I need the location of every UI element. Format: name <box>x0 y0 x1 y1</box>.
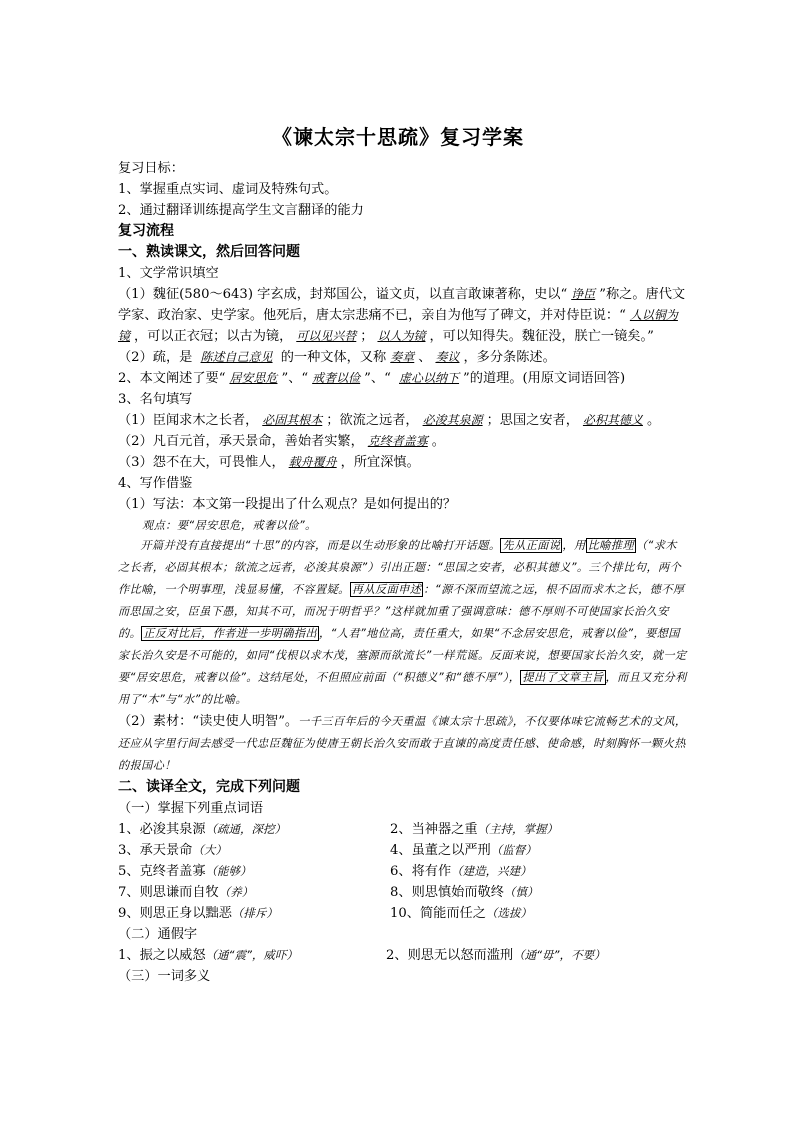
flow-heading: 复习流程 <box>118 223 174 239</box>
sub-heading-4: 4、写作借鉴 <box>118 476 193 491</box>
answer-text: 诤臣 <box>571 287 596 301</box>
quote-2: （2）凡百元首，承天景命，善始者实繁， 克终者盖寡 。 <box>118 434 445 449</box>
answer-text: 载舟覆舟 <box>288 455 337 469</box>
answer-text: 居安思危 <box>229 371 278 385</box>
quote-3: （3）怨不在大，可畏惟人， 载舟覆舟 ，所宜深慎。 <box>118 455 420 470</box>
sub-heading-3: 3、名句填写 <box>118 392 193 407</box>
answer-text: 奏议 <box>435 350 460 364</box>
document-title: 《谏太宗十思疏》复习学案 <box>272 125 524 149</box>
answer-text: 必浚其泉源 <box>422 413 483 427</box>
analysis-paragraph: 开篇并没有直接提出“十思”的内容，而是以生动形象的比喻打开话题。 先从正面说 ，用 比喻推理 （“求木之长者，必固其根本；欲流之远者，必浚其泉源”）引出正题：“思国之安者，必积其德义”。三个排比句，两个作比喻，一个明事理，浅显易懂，不容置疑。 再从反面申述 ：“源不深而望流之远，根不固而求木之长，德不厚而思国之安，臣虽下愚，知其不可，而况于明哲乎？”这样就加重了强调意味：德不厚则不可使国家长治久安的。 正反对比后，作者进一步明确指出 ，“人君”地位高，责任重大，如果“不念居安思危，戒奢以俭”，要想国家长治久安是不可能的，如同“伐根以求木茂，塞源而欲流长”一样荒诞。反面来说，想要国家长治久安，就一定要“居安思危，戒奢以俭”。这结尾处，不但照应前面（“积德义”和“德不厚”）， 提出了文章主旨 ，而且又充分利用了“木”与“水”的比喻。 <box>118 539 687 706</box>
sub-heading: 1、文学常识填空 <box>118 266 219 281</box>
answer-text: 戒奢以俭 <box>312 371 361 385</box>
viewpoint-note: 观点：要“居安思危，戒奢以俭”。 <box>142 519 317 532</box>
boxed-phrase: 比喻推理 <box>587 539 634 552</box>
sub-heading-2: 2、本文阐述了要“ 居安思危 ”、“ 戒奢以俭 ”、“ 虚心以纳下 ”的道理。(用原文词语回答) <box>118 371 626 386</box>
writing-question: （1）写法：本文第一段提出了什么观点？是如何提出的？ <box>118 497 457 512</box>
part1-heading: 一、熟读课文，然后回答问题 <box>118 244 300 260</box>
goal-item: 2、通过翻译训练提高学生文言翻译的能力 <box>118 203 364 218</box>
tongjia-row: 1、振之以威怒（通“震”，威吓） 2、则思无以怒而滥刑（通“毋”，不要） <box>118 948 606 963</box>
keyword-row: 5、克终者盖寡（能够） 6、将有作（建造，兴建） <box>118 864 532 879</box>
answer-text: 陈述自己意见 <box>200 350 273 364</box>
keywords-list <box>118 819 688 924</box>
boxed-phrase: 提出了文章主旨 <box>522 671 604 684</box>
keyword-row: 3、承天景命（大） 4、虽董之以严刑（监督） <box>118 843 537 858</box>
boxed-phrase: 正反对比后，作者进一步明确指出 <box>143 627 318 640</box>
keyword-row: 9、则思正身以黜恶（排斥） 10、简能而任之（选拔） <box>118 906 532 921</box>
keyword-row: 1、必浚其泉源（疏通，深挖） 2、当神器之重（主持，掌握） <box>118 822 559 837</box>
material-paragraph: （2）素材：“读史使人明智”。一千三百年后的今天重温《谏太宗十思疏》，不仅要体味它流畅艺术的文风，还应从字里行间去感受一代忠臣魏征为使唐王朝长治久安而敢于直谏的高度责任感、使命感，时刻胸怀一颗火热的报国心！ <box>118 714 687 772</box>
answer-text: 可以见兴替 <box>296 329 357 343</box>
keyword-row: 7、则思谦而自牧（养） 8、则思慎始而敬终（慎） <box>118 885 539 900</box>
part2-heading: 二、读译全文，完成下列问题 <box>118 779 300 795</box>
boxed-phrase: 先从正面说 <box>502 539 561 552</box>
answer-text: 虚心以纳下 <box>399 371 460 385</box>
question-1: （1）魏征(580～643) 字玄成，封郑国公，谥文贞，以直言敢谏著称，史以“ 诤臣 ”称之。唐代文学家、政治家、史学家。他死后，唐太宗悲痛不已，亲自为他写了碑文，并对侍臣说：“ 人以铜为镜 ，可以正衣冠；以古为镜， 可以见兴替 ； 以人为镜 ，可以知得失。魏征没，朕亡一镜矣。” <box>118 287 686 344</box>
goal-item: 1、掌握重点实词、虚词及特殊句式。 <box>118 182 338 197</box>
answer-text: 克终者盖寡 <box>367 434 428 448</box>
answer-text: 必积其德义 <box>582 413 643 427</box>
document-body <box>118 158 688 987</box>
section-polysemy: （三）一词多义 <box>118 969 211 984</box>
section-tongjia: （二）通假字 <box>118 927 198 942</box>
goals-heading: 复习日标： <box>118 161 184 176</box>
quote-1: （1）臣闻求木之长者， 必固其根本 ；欲流之远者， 必浚其泉源 ；思国之安者， 必积其德义 。 <box>118 413 661 428</box>
answer-text: 人以铜为镜 <box>118 308 678 343</box>
section-keywords: （一）掌握下列重点词语 <box>118 801 264 816</box>
boxed-phrase: 再从反面申述 <box>351 583 422 596</box>
answer-text: 奏章 <box>390 350 415 364</box>
question-2: （2）疏，是 陈述自己意见 的一种文体，又称 奏章 、 奏议 ，多分条陈述。 <box>118 350 556 365</box>
answer-text: 以人为镜 <box>377 329 426 343</box>
answer-text: 必固其根本 <box>262 413 323 427</box>
